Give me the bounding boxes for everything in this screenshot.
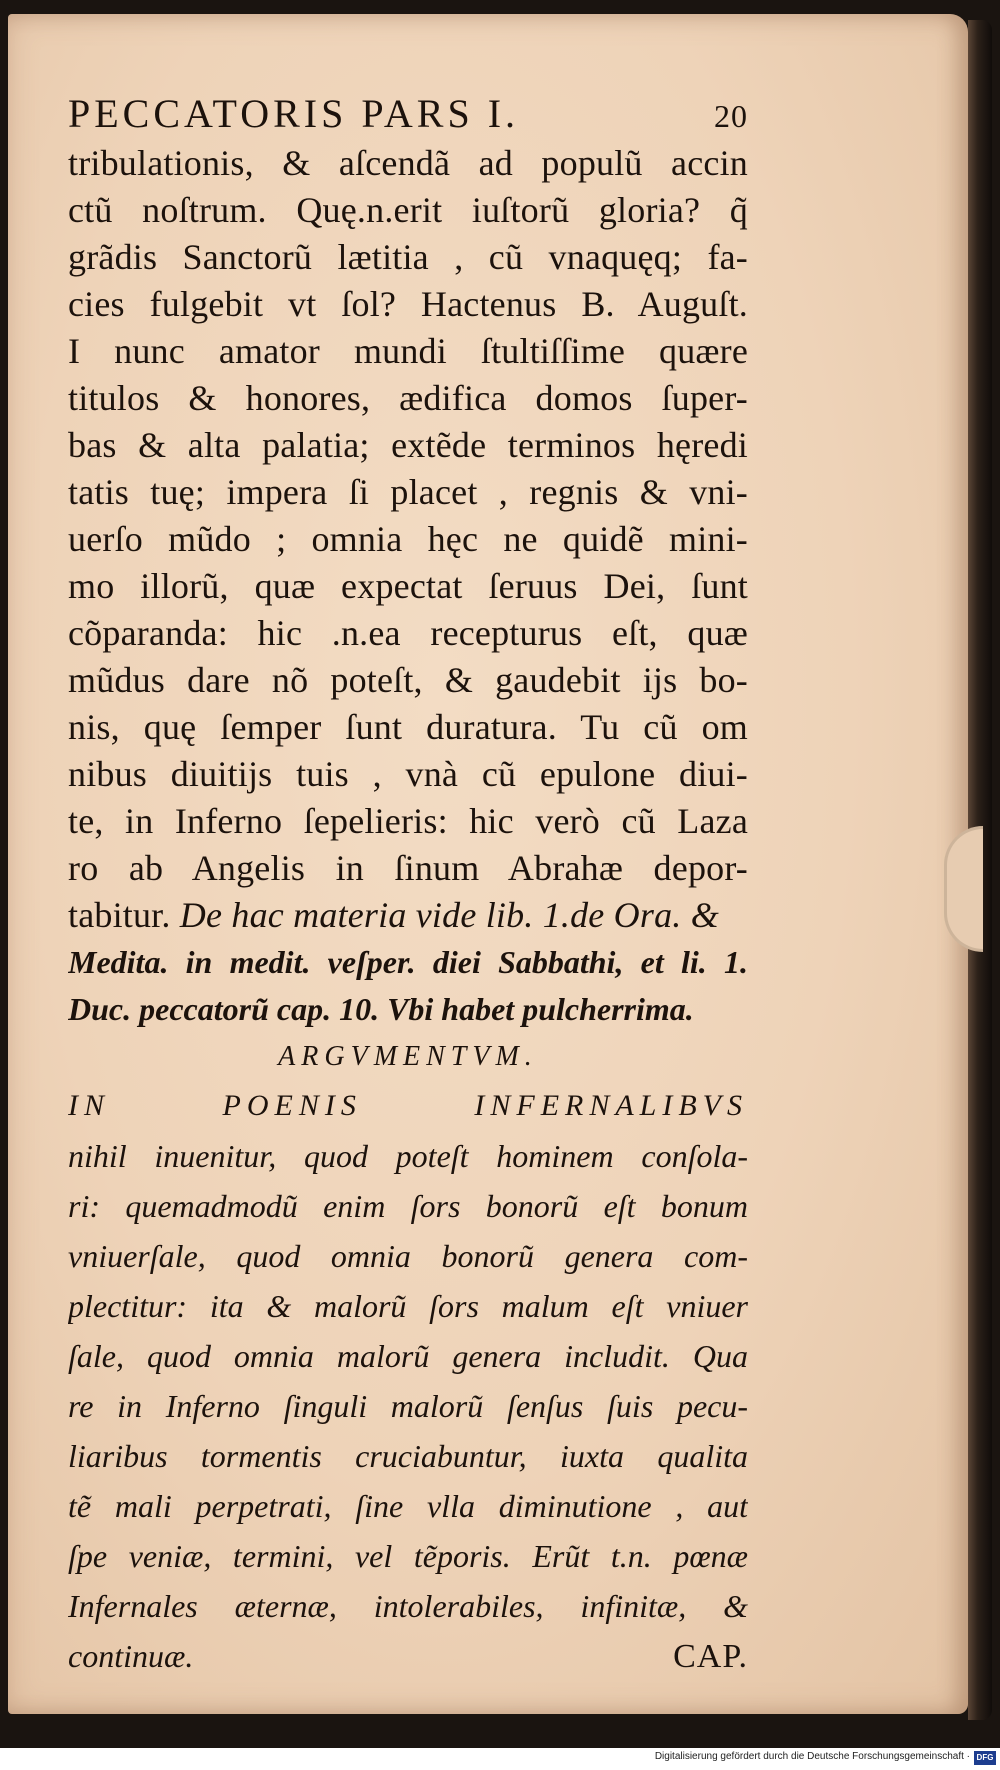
text-line: bas & alta palatia; extẽde terminos hęredi xyxy=(68,425,748,465)
text-line: mũdus dare nõ poteſt, & gaudebit ijs bo- xyxy=(68,660,748,700)
main-paragraph xyxy=(68,140,748,1033)
argument-line: ſpe veniæ, termini, vel tẽporis. Erũt t.n. pœnæ xyxy=(68,1538,748,1574)
argument-end: continuæ. xyxy=(68,1638,194,1674)
text-line-mixed xyxy=(68,892,748,939)
argument-line: liaribus tormentis cruciabuntur, iuxta qualita xyxy=(68,1438,748,1474)
text-line: grãdis Sanctorũ lætitia , cũ vnaquęq; fa- xyxy=(68,237,748,277)
digitization-footer xyxy=(0,1748,1000,1770)
final-line xyxy=(68,1631,748,1681)
text-line: tatis tuę; impera ſi placet , regnis & vni- xyxy=(68,472,748,512)
text-line: cies fulgebit vt ſol? Hactenus B. Auguſt. xyxy=(68,284,748,324)
text-line: ro ab Angelis in ſinum Abrahæ depor- xyxy=(68,848,748,888)
running-head-title: PECCATORIS PARS I. xyxy=(68,91,520,136)
reference-note-line: Duc. peccatorũ cap. 10. Vbi habet pulcherrima. xyxy=(68,991,694,1027)
digitization-credit: Digitalisierung gefördert durch die Deutsche Forschungsgemeinschaft · xyxy=(654,1751,970,1762)
catchword: CAP. xyxy=(673,1638,748,1675)
text-line-roman-part: tabitur. xyxy=(68,895,171,935)
page-tab-mark xyxy=(944,826,983,952)
dfg-logo-icon: DFG xyxy=(974,1751,996,1765)
argument-line: nihil inuenitur, quod poteſt hominem conſola- xyxy=(68,1138,748,1174)
text-line: ctũ noſtrum. Quę.n.erit iuſtorũ gloria? q̃ xyxy=(68,190,748,230)
text-line: titulos & honores, ædifica domos ſuper- xyxy=(68,378,748,418)
argument-line: tẽ mali perpetrati, ſine vlla diminutione , aut xyxy=(68,1488,748,1524)
argument-line: plectitur: ita & malorũ ſors malum eſt vniuer xyxy=(68,1288,748,1324)
text-line: tribulationis, & aſcendã ad populũ accin xyxy=(68,143,748,183)
text-line: uerſo mũdo ; omnia hęc ne quidẽ mini- xyxy=(68,519,748,559)
argument-line: re in Inferno ſinguli malorũ ſenſus ſuis pecu- xyxy=(68,1388,748,1424)
book-page xyxy=(8,14,968,1714)
running-head xyxy=(68,90,748,140)
text-line: mo illorũ, quæ expectat ſeruus Dei, ſunt xyxy=(68,566,748,606)
argument-line: ri: quemadmodũ enim ſors bonorũ eſt bonum xyxy=(68,1188,748,1224)
text-line: I nunc amator mundi ſtultiſſime quære xyxy=(68,331,748,371)
argument-line: Infernales æternæ, intolerabiles, infinitæ, & xyxy=(68,1588,748,1624)
argument-paragraph xyxy=(68,1081,748,1681)
reference-note-line: Medita. in medit. veſper. diei Sabbathi, et li. 1. xyxy=(68,944,748,980)
text-line: nis, quę ſemper ſunt duratura. Tu cũ om xyxy=(68,707,748,747)
argument-line: ſale, quod omnia malorũ genera includit. Qua xyxy=(68,1338,748,1374)
reference-note-start: De hac materia vide lib. 1.de Ora. & xyxy=(170,895,719,935)
text-block xyxy=(68,90,748,1681)
argument-lead-line: IN POENIS INFERNALIBVS xyxy=(68,1089,748,1122)
text-line: te, in Inferno ſepelieris: hic verò cũ Laza xyxy=(68,801,748,841)
text-line: nibus diuitijs tuis , vnà cũ epulone diui- xyxy=(68,754,748,794)
section-heading: ARGVMENTVM. xyxy=(278,1041,538,1072)
text-line: cõparanda: hic .n.ea recepturus eſt, quæ xyxy=(68,613,748,653)
page-number: 20 xyxy=(714,98,748,134)
argument-line: vniuerſale, quod omnia bonorũ genera com- xyxy=(68,1238,748,1274)
